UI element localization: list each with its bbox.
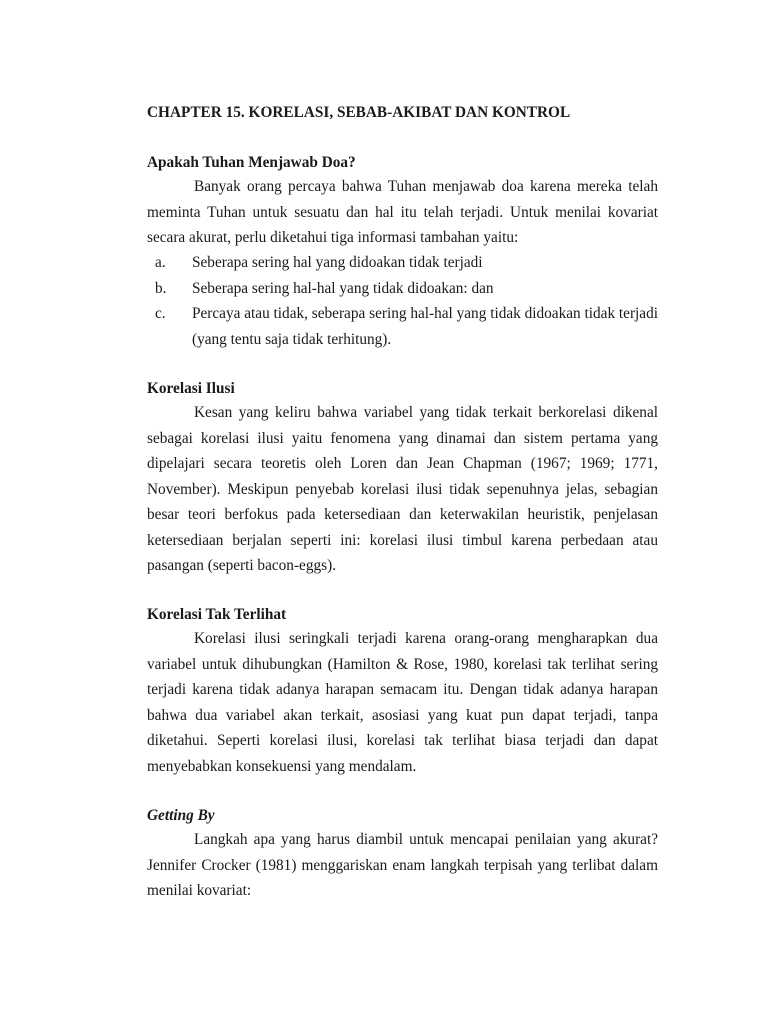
section-heading-doa: Apakah Tuhan Menjawab Doa? [147,154,356,171]
list-item-text: Percaya atau tidak, seberapa sering hal-hal yang tidak didoakan tidak terjadi (yang tentu saja tidak terhitung). [192,305,658,348]
list-marker: a. [155,254,166,271]
section-paragraph-korelasi-ilusi: Kesan yang keliru bahwa variabel yang tidak terkait berkorelasi dikenal sebagai korelasi ilusi yaitu fenomena yang dinamai dan sistem pertama yang dipelajari secara teoretis oleh Loren dan Jean Chapman (1967; 1969; 1771, November). Meskipun penyebab korelasi ilusi tidak sepenuhnya jelas, sebagian besar teori berfokus pada ketersediaan dan keterwakilan heuristik, penjelasan ketersediaan berjalan seperti ini: korelasi ilusi timbul karena perbedaan atau pasangan (seperti bacon-eggs). [147,404,658,574]
list-item [147,276,658,302]
section-heading-getting-by: Getting By [147,807,215,824]
section-paragraph-doa: Banyak orang percaya bahwa Tuhan menjawab doa karena mereka telah meminta Tuhan untuk sesuatu dan hal itu telah terjadi. Untuk menilai kovariat secara akurat, perlu diketahui tiga informasi tambahan yaitu: [147,178,658,246]
list-informasi-tambahan [147,250,658,352]
list-marker: b. [155,279,167,297]
list-item [147,301,658,352]
section-heading-korelasi-ilusi: Korelasi Ilusi [147,380,235,397]
section-paragraph-korelasi-tak-terlihat: Korelasi ilusi seringkali terjadi karena orang-orang mengharapkan dua variabel untuk dihubungkan (Hamilton & Rose, 1980, korelasi tak terlihat sering terjadi karena tidak adanya harapan semacam itu. Dengan tidak adanya harapan bahwa dua variabel akan terkait, asosiasi yang kuat pun dapat terjadi, tanpa diketahui. Seperti korelasi ilusi, korelasi tak terlihat biasa terjadi dan dapat menyebabkan konsekuensi yang mendalam. [147,630,658,775]
section-paragraph-getting-by: Langkah apa yang harus diambil untuk mencapai penilaian yang akurat? Jennifer Crocker (1981) menggariskan enam langkah terpisah yang terlibat dalam menilai kovariat: [147,831,658,899]
section-heading-korelasi-tak-terlihat: Korelasi Tak Terlihat [147,606,287,623]
list-item-text: Seberapa sering hal-hal yang tidak didoakan: dan [192,279,494,297]
list-item [147,250,658,276]
chapter-title: CHAPTER 15. KORELASI, SEBAB-AKIBAT DAN KONTROL [147,104,571,121]
list-item-text: Seberapa sering hal yang didoakan tidak terjadi [192,254,483,271]
list-marker: c. [155,305,166,322]
